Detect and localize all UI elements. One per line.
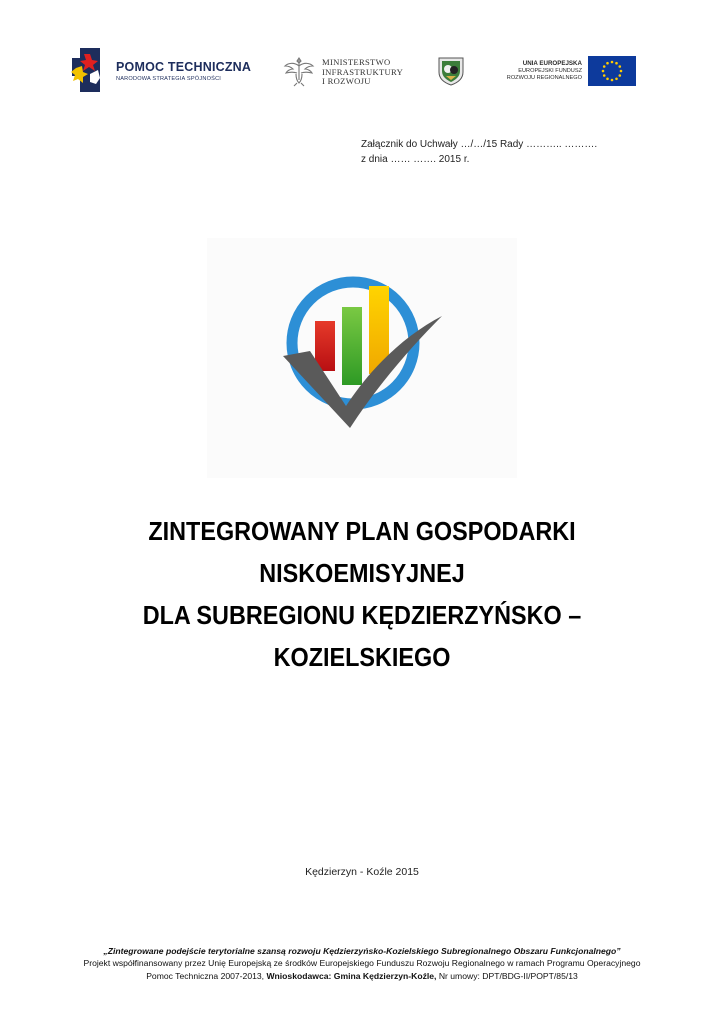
eu-line-2: EUROPEJSKI FUNDUSZ — [518, 68, 582, 74]
ministry-name — [322, 58, 403, 87]
footer-program: Pomoc Techniczna 2007-2013, — [146, 970, 267, 981]
cover-logo-chart-check-icon — [207, 238, 517, 478]
document-title — [81, 510, 643, 678]
eu-logo — [498, 56, 636, 88]
footer — [40, 945, 684, 982]
pomoc-techniczna-subtitle: NARODOWA STRATEGIA SPÓJNOŚCI — [116, 76, 222, 82]
title-line-4: KOZIELSKIEGO — [273, 642, 451, 672]
footer-applicant: Wnioskodawca: Gmina Kędzierzyn-Koźle, — [266, 970, 437, 981]
ministry-logo — [282, 52, 422, 92]
polish-eagle-icon — [282, 54, 316, 88]
eu-text — [507, 60, 582, 82]
bar-green — [342, 307, 362, 385]
eu-line-1: UNIA EUROPEJSKA — [522, 60, 582, 67]
title-line-2: NISKOEMISYJNEJ — [259, 558, 465, 588]
title-line-1: ZINTEGROWANY PLAN GOSPODARKI — [148, 516, 576, 546]
eu-line-3: ROZWOJU REGIONALNEGO — [506, 75, 582, 82]
ministry-line-1: MINISTERSTWO — [322, 57, 391, 67]
footer-cofinancing: Projekt współfinansowany przez Unię Europejską ze środków Europejskiego Funduszu Rozwoju Regionalnego w ramach Programu Operacyjnego — [83, 958, 641, 969]
ministry-line-3: I ROZWOJU — [322, 76, 371, 87]
pomoc-techniczna-emblem-icon — [70, 46, 114, 94]
ministry-line-2: INFRASTRUKTURY — [322, 66, 404, 77]
annex-note — [361, 137, 597, 167]
footer-project-title: „Zintegrowane podejście terytorialne szansą rozwoju Kędzierzyńsko-Kozielskiego Subregionalnego Obszaru Funkcjonalnego” — [103, 946, 621, 956]
checkmark — [283, 316, 442, 428]
eu-flag-icon — [588, 56, 636, 86]
coat-of-arms-shield-icon — [436, 56, 466, 86]
title-line-3: DLA SUBREGIONU KĘDZIERZYŃSKO – — [142, 600, 582, 630]
pomoc-techniczna-logo — [70, 46, 260, 94]
annex-line-1: Załącznik do Uchwały …/…/15 Rady ……….. ………. — [361, 139, 598, 150]
annex-line-2: z dnia …… ……. 2015 r. — [361, 154, 470, 165]
footer-details — [40, 970, 684, 982]
pomoc-techniczna-title: POMOC TECHNICZNA — [116, 60, 252, 74]
place-and-date: Kędzierzyn - Koźle 2015 — [305, 866, 419, 878]
footer-contract-number: Nr umowy: DPT/BDG-II/POPT/85/13 — [436, 970, 578, 981]
